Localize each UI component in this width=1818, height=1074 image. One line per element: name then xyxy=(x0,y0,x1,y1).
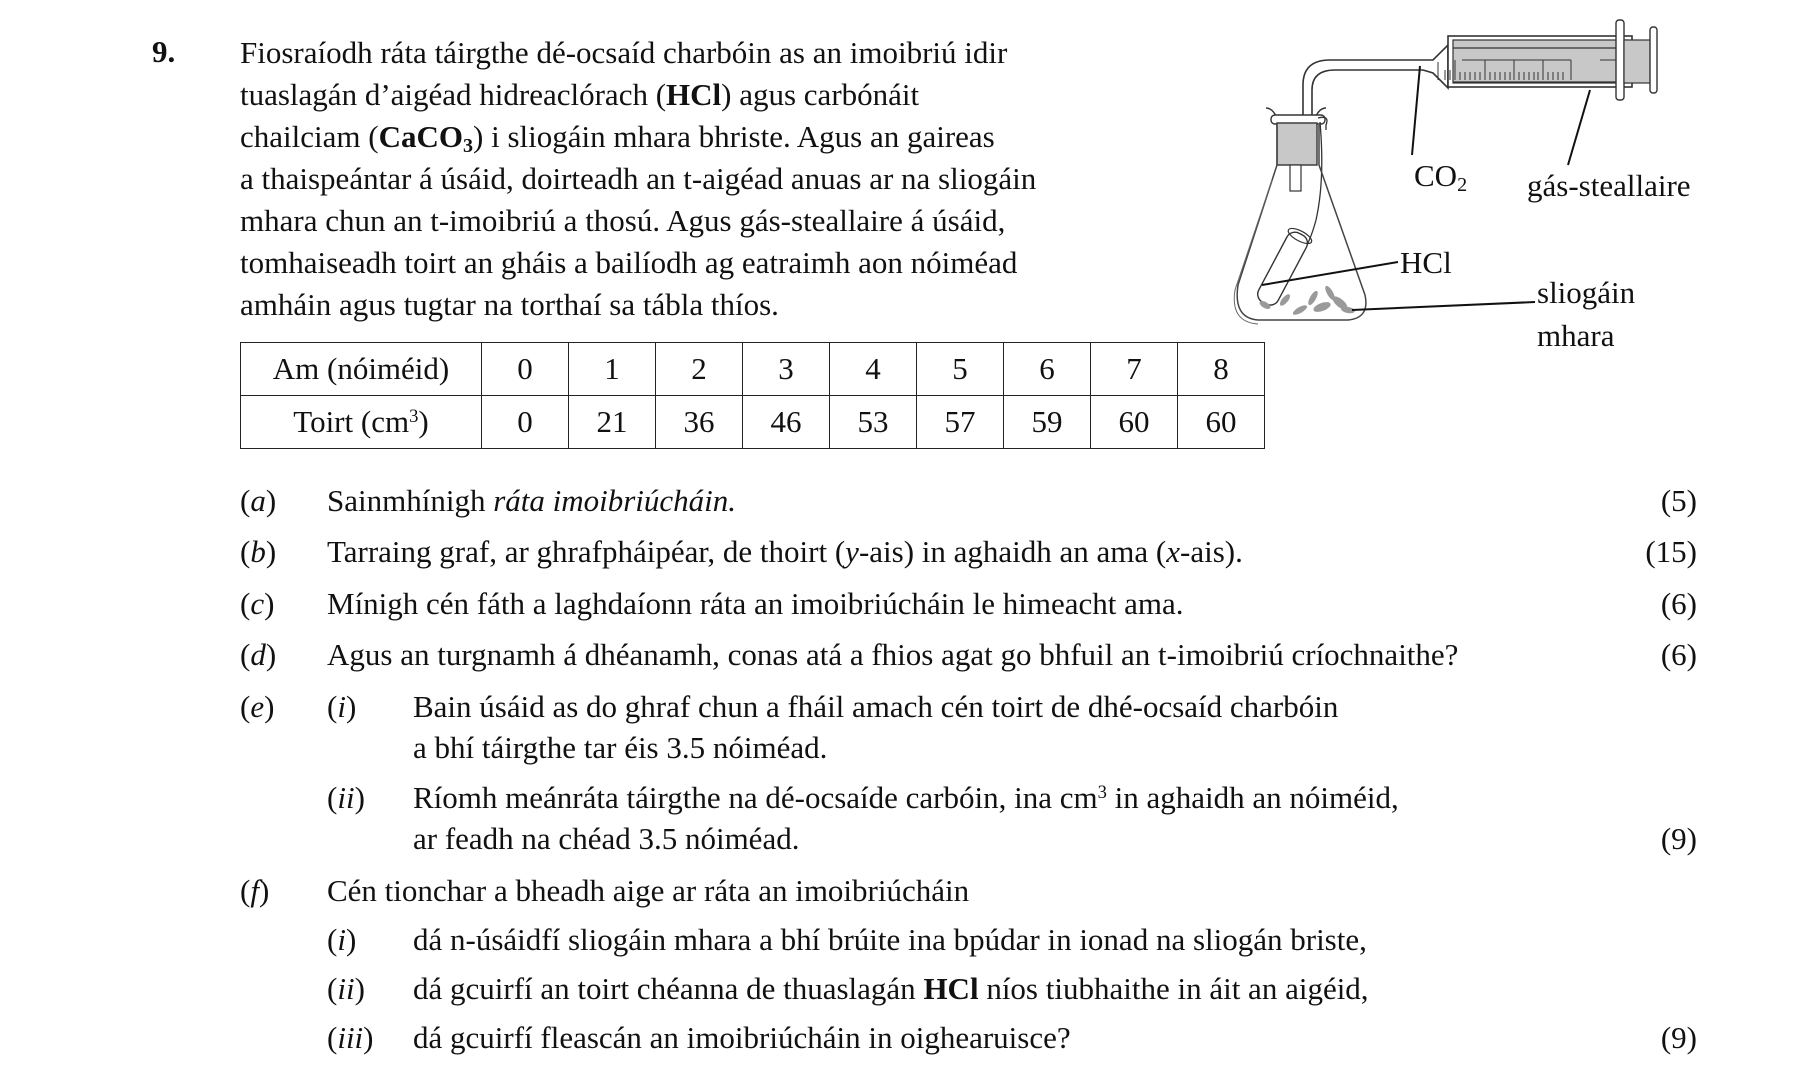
table-cell: 0 xyxy=(482,343,569,396)
part-f-iii-label: (iii) xyxy=(327,1020,374,1055)
label-sea-shells-2: mhara xyxy=(1537,318,1615,353)
syringe-leader xyxy=(1568,90,1590,165)
part-e-i-line1: Bain úsáid as do ghraf chun a fháil amach cén toirt de dhé-ocsaíd charbóin xyxy=(413,689,1339,724)
table-cell: 60 xyxy=(1178,396,1265,449)
syringe-flange xyxy=(1616,20,1624,100)
table-cell: 7 xyxy=(1091,343,1178,396)
syringe-plunger xyxy=(1624,40,1652,83)
formula-caco3: CaCO$_3$ xyxy=(378,119,474,158)
part-a-marks: (5) xyxy=(1660,483,1697,518)
table-cell: 57 xyxy=(917,396,1004,449)
table-cell: 6 xyxy=(1004,343,1091,396)
intro-line: mhara chun an t-imoibriú a thosú. Agus gás-steallaire á úsáid, xyxy=(240,203,1006,238)
part-d-text: Agus an turgnamh á dhéanamh, conas atá a fhios agat go bhfuil an t-imoibriú críochnaithe? xyxy=(327,637,1459,672)
label-hcl: HCl xyxy=(1400,245,1452,280)
table-cell: 53 xyxy=(830,396,917,449)
part-b-marks: (15) xyxy=(1645,534,1697,569)
part-f-i-label: (i) xyxy=(327,922,357,957)
question-number: 9. xyxy=(152,34,176,69)
table-cell: 21 xyxy=(569,396,656,449)
table-cell: 4 xyxy=(830,343,917,396)
intro-line: amháin agus tugtar na torthaí sa tábla thíos. xyxy=(240,287,779,322)
part-f-ii-label: (ii) xyxy=(327,971,365,1006)
intro-line: chailciam (CaCO$_3$) i sliogáin mhara bhriste. Agus an gaireas xyxy=(240,119,995,158)
part-d-label: (d) xyxy=(240,637,277,672)
part-f-iii-text: dá gcuirfí fleascán an imoibriúcháin in oighearuisce? xyxy=(413,1020,1071,1055)
part-e-i-line2: a bhí táirgthe tar éis 3.5 nóiméad. xyxy=(413,730,828,765)
part-e-marks: (9) xyxy=(1660,821,1697,856)
table-cell: 1 xyxy=(569,343,656,396)
part-b-text: Tarraing graf, ar ghrafpháipéar, de thoirt (y-ais) in aghaidh an ama (x-ais). xyxy=(327,534,1243,569)
shells-leader xyxy=(1352,302,1535,310)
intro-line: Fiosraíodh ráta táirgthe dé-ocsaíd charbóin as an imoibriú idir xyxy=(240,35,1008,70)
label-sea-shells-1: sliogáin xyxy=(1537,275,1636,310)
part-e-label: (e) xyxy=(240,689,275,724)
part-f-i-text: dá n-úsáidfí sliogáin mhara a bhí brúite ina bpúdar in ionad na sliogán briste, xyxy=(413,922,1367,957)
part-e-ii-label: (ii) xyxy=(327,780,365,815)
part-d-marks: (6) xyxy=(1660,637,1697,672)
co2-leader xyxy=(1412,66,1420,155)
table-cell: 36 xyxy=(656,396,743,449)
table-cell: 8 xyxy=(1178,343,1265,396)
part-a-text: Sainmhínigh ráta imoibriúcháin. xyxy=(327,483,737,518)
table-header-volume: Toirt $(cm^3)$ xyxy=(241,396,482,449)
part-f-ii-text: dá gcuirfí an toirt chéanna de thuaslagán HCl níos tiubhaithe in áit an aigéid, xyxy=(413,971,1369,1006)
part-e-i-label: (i) xyxy=(327,689,357,724)
part-c-marks: (6) xyxy=(1660,586,1697,621)
table-cell: 2 xyxy=(656,343,743,396)
table-cell: 3 xyxy=(743,343,830,396)
label-gas-syringe: gás-steallaire xyxy=(1527,168,1691,203)
part-e-ii-line2: ar feadh na chéad 3.5 nóiméad. xyxy=(413,821,800,856)
table-cell: 60 xyxy=(1091,396,1178,449)
formula-hcl: HCl xyxy=(666,77,722,112)
part-a-label: (a) xyxy=(240,483,277,518)
table-row-volume xyxy=(241,396,1265,449)
table-header-time: Am (nóiméid) xyxy=(241,343,482,396)
part-e-ii-line1: Ríomh meánráta táirgthe na dé-ocsaíde carbóin, ina $cm^3$ in aghaidh an nóiméid, xyxy=(413,780,1399,815)
part-c-label: (c) xyxy=(240,586,275,621)
test-tube xyxy=(1253,225,1314,309)
label-co2: $CO_2$ xyxy=(1414,158,1468,197)
part-c-text: Mínigh cén fáth a laghdaíonn ráta an imoibriúcháin le himeacht ama. xyxy=(327,586,1184,621)
part-f-marks: (9) xyxy=(1660,1020,1697,1055)
table-cell: 0 xyxy=(482,396,569,449)
intro-line: tomhaiseadh toirt an gháis a bailíodh ag eatraimh aon nóiméad xyxy=(240,245,1018,280)
part-b-label: (b) xyxy=(240,534,277,569)
table-cell: 59 xyxy=(1004,396,1091,449)
intro-line: a thaispeántar á úsáid, doirteadh an t-aigéad anuas ar na sliogáin xyxy=(240,161,1037,196)
table-cell: 5 xyxy=(917,343,1004,396)
table-cell: 46 xyxy=(743,396,830,449)
stopper xyxy=(1277,123,1317,165)
intro-line: tuaslagán d’aigéad hidreaclórach (HCl) agus carbónáit xyxy=(240,77,920,112)
part-f-text: Cén tionchar a bheadh aige ar ráta an imoibriúcháin xyxy=(327,873,970,908)
part-f-label: (f) xyxy=(240,873,270,908)
